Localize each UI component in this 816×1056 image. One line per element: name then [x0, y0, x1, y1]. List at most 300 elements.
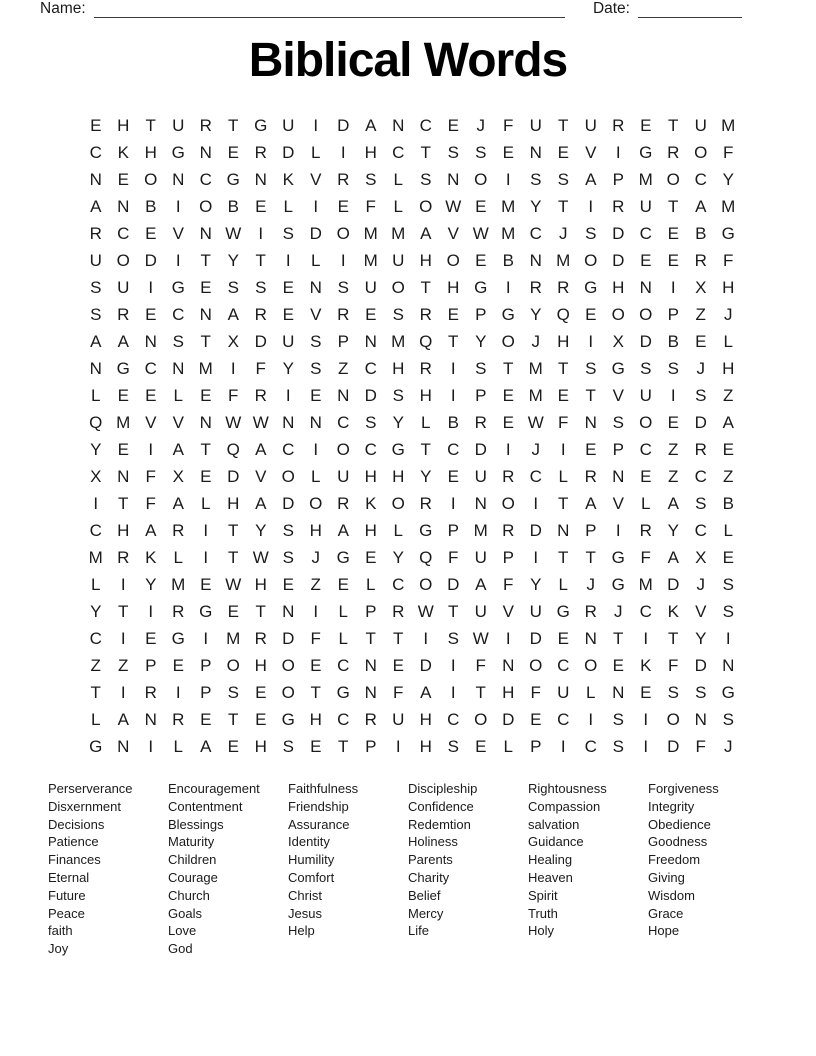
grid-cell: O [501, 331, 515, 351]
word-list [48, 780, 768, 958]
grid-cell: Q [89, 412, 103, 432]
grid-cell: P [447, 520, 459, 540]
grid-cell: U [172, 115, 185, 135]
grid-cell: T [118, 601, 129, 621]
grid-cell: I [643, 736, 649, 756]
grid-cell: C [557, 655, 570, 675]
grid-cell: H [144, 142, 157, 162]
grid-cell: H [502, 682, 515, 702]
grid-cell: R [584, 601, 597, 621]
grid-cell: S [392, 304, 404, 324]
grid-cell: E [475, 250, 487, 270]
grid-cell: H [309, 709, 322, 729]
grid-cell: S [695, 682, 707, 702]
grid-cell: S [90, 277, 102, 297]
grid-cell: F [145, 466, 156, 486]
grid-cell: L [723, 520, 733, 540]
grid-cell: B [667, 331, 679, 351]
grid-cell: I [615, 520, 621, 540]
grid-cell: E [640, 115, 652, 135]
grid-cell: Y [667, 520, 679, 540]
grid-cell: D [667, 736, 680, 756]
grid-cell: A [117, 709, 129, 729]
grid-cell: Y [282, 358, 294, 378]
grid-cell: N [254, 169, 267, 189]
grid-cell: T [338, 736, 349, 756]
grid-cell: I [203, 628, 209, 648]
grid-cell: C [529, 223, 542, 243]
grid-cell: D [502, 709, 515, 729]
grid-cell: E [117, 169, 129, 189]
grid-cell: T [420, 439, 431, 459]
grid-cell: M [391, 331, 406, 351]
grid-cell: O [116, 250, 130, 270]
grid-cell: F [558, 412, 569, 432]
grid-cell: N [199, 223, 212, 243]
grid-cell: E [227, 601, 239, 621]
grid-cell: U [282, 115, 295, 135]
grid-cell: D [529, 628, 542, 648]
grid-cell: R [557, 277, 570, 297]
grid-cell: M [88, 547, 103, 567]
grid-cell: A [255, 493, 267, 513]
grid-cell: L [173, 736, 183, 756]
grid-cell: C [337, 709, 350, 729]
grid-cell: G [611, 574, 625, 594]
grid-cell: I [588, 709, 594, 729]
grid-cell: N [557, 520, 570, 540]
grid-cell: I [148, 736, 154, 756]
word-item: Discipleship [408, 781, 478, 796]
grid-cell: R [392, 601, 405, 621]
grid-cell: Z [338, 358, 349, 378]
grid-cell: E [310, 736, 322, 756]
grid-cell: I [505, 439, 511, 459]
grid-cell: E [447, 115, 459, 135]
word-item: Charity [408, 869, 450, 885]
grid-cell: P [530, 736, 542, 756]
grid-cell: E [585, 439, 597, 459]
date-label: Date: [592, 0, 630, 17]
grid-cell: Y [530, 304, 542, 324]
grid-cell: X [695, 547, 707, 567]
grid-cell: R [612, 196, 625, 216]
grid-cell: T [420, 277, 431, 297]
grid-cell: A [365, 115, 377, 135]
grid-cell: F [475, 655, 486, 675]
grid-cell: I [120, 574, 126, 594]
grid-cell: N [89, 358, 102, 378]
grid-cell: H [254, 574, 267, 594]
grid-cell: T [668, 115, 679, 135]
grid-cell: R [419, 493, 432, 513]
grid-cell: M [528, 385, 543, 405]
grid-cell: N [529, 142, 542, 162]
grid-cell: E [117, 385, 129, 405]
grid-cell: M [473, 520, 488, 540]
grid-cell: T [228, 520, 239, 540]
grid-cell: J [559, 223, 568, 243]
grid-cell: W [472, 628, 489, 648]
grid-cell: E [695, 331, 707, 351]
grid-cell: U [639, 385, 652, 405]
grid-cell: T [310, 682, 321, 702]
grid-cell: N [337, 385, 350, 405]
grid-cell: B [145, 196, 157, 216]
grid-cell: N [447, 169, 460, 189]
grid-cell: A [420, 682, 432, 702]
grid-cell: T [118, 493, 129, 513]
grid-cell: I [313, 196, 319, 216]
grid-cell: I [230, 358, 236, 378]
grid-cell: E [365, 304, 377, 324]
grid-cell: G [474, 277, 488, 297]
grid-cell: C [419, 115, 432, 135]
grid-cell: M [501, 223, 516, 243]
grid-cell: S [282, 547, 294, 567]
grid-cell: O [639, 412, 653, 432]
grid-cell: I [175, 196, 181, 216]
grid-cell: W [252, 412, 269, 432]
grid-cell: C [144, 358, 157, 378]
grid-cell: F [668, 655, 679, 675]
grid-cell: L [91, 574, 101, 594]
grid-cell: T [585, 547, 596, 567]
grid-cell: O [309, 493, 323, 513]
grid-cell: R [254, 142, 267, 162]
word-item: Giving [648, 869, 685, 885]
grid-cell: I [450, 358, 456, 378]
grid-cell: I [148, 277, 154, 297]
grid-cell: S [447, 736, 459, 756]
grid-cell: L [338, 628, 348, 648]
grid-cell: M [638, 169, 653, 189]
grid-cell: E [667, 223, 679, 243]
grid-cell: M [363, 250, 378, 270]
grid-cell: S [227, 682, 239, 702]
grid-cell: W [445, 196, 462, 216]
grid-cell: X [172, 466, 184, 486]
grid-cell: G [419, 520, 433, 540]
grid-cell: E [612, 655, 624, 675]
word-item: Hope [648, 923, 680, 939]
grid-cell: E [200, 277, 212, 297]
grid-cell: C [447, 709, 460, 729]
grid-cell: N [612, 682, 625, 702]
grid-cell: S [420, 169, 432, 189]
word-item: Friendship [288, 798, 349, 814]
grid-cell: R [337, 169, 350, 189]
grid-cell: G [89, 736, 103, 756]
grid-cell: O [281, 655, 295, 675]
grid-cell: N [502, 655, 515, 675]
grid-cell: E [255, 709, 267, 729]
grid-cell: A [200, 736, 212, 756]
grid-cell: F [145, 493, 156, 513]
word-item: Eternal [48, 869, 90, 885]
grid-cell: Y [227, 250, 239, 270]
grid-cell: L [366, 574, 376, 594]
grid-cell: B [722, 493, 734, 513]
grid-cell: Z [723, 385, 734, 405]
grid-cell: Z [668, 466, 679, 486]
grid-cell: S [365, 412, 377, 432]
grid-cell: P [502, 547, 514, 567]
grid-cell: I [560, 439, 566, 459]
grid-cell: Z [310, 574, 321, 594]
grid-cell: K [667, 601, 679, 621]
grid-cell: P [365, 601, 377, 621]
grid-cell: G [501, 304, 515, 324]
grid-cell: F [530, 682, 541, 702]
grid-cell: L [723, 331, 733, 351]
grid-cell: I [588, 196, 594, 216]
grid-cell: U [694, 115, 707, 135]
grid-cell: G [639, 142, 653, 162]
grid-cell: T [558, 196, 569, 216]
word-item: Identity [288, 834, 330, 850]
grid-cell: N [639, 277, 652, 297]
grid-cell: U [584, 115, 597, 135]
grid-cell: P [612, 169, 624, 189]
grid-cell: X [227, 331, 239, 351]
grid-cell: E [722, 547, 734, 567]
grid-cell: F [695, 736, 706, 756]
grid-cell: I [450, 655, 456, 675]
grid-cell: S [255, 277, 267, 297]
grid-cell: I [615, 142, 621, 162]
grid-cell: O [391, 277, 405, 297]
word-item: faith [48, 923, 73, 939]
grid-cell: N [199, 304, 212, 324]
grid-cell: E [145, 628, 157, 648]
grid-cell: U [282, 331, 295, 351]
word-item: Patience [48, 834, 99, 850]
grid-cell: O [666, 169, 680, 189]
grid-cell: M [721, 196, 736, 216]
word-item: Disxernment [48, 798, 121, 814]
grid-cell: E [255, 682, 267, 702]
grid-cell: S [227, 277, 239, 297]
word-item: Finances [48, 852, 101, 868]
grid-cell: E [722, 439, 734, 459]
grid-cell: A [117, 331, 129, 351]
grid-cell: E [255, 196, 267, 216]
grid-cell: D [337, 115, 350, 135]
grid-cell: Y [530, 196, 542, 216]
grid-cell: B [695, 223, 707, 243]
grid-cell: Z [668, 439, 679, 459]
grid-cell: N [172, 169, 185, 189]
word-item: Love [168, 923, 197, 939]
grid-cell: T [558, 547, 569, 567]
grid-cell: E [667, 250, 679, 270]
grid-cell: H [254, 655, 267, 675]
grid-cell: O [144, 169, 158, 189]
grid-cell: S [475, 142, 487, 162]
word-list-column-1 [48, 780, 168, 958]
word-item: Holiness [408, 834, 458, 850]
grid-cell: D [227, 466, 240, 486]
grid-cell: T [393, 628, 404, 648]
grid-cell: I [340, 142, 346, 162]
grid-cell: A [667, 547, 679, 567]
grid-cell: E [557, 142, 569, 162]
grid-cell: T [558, 358, 569, 378]
word-item: Mercy [408, 905, 444, 921]
grid-cell: G [116, 358, 130, 378]
grid-cell: U [474, 601, 487, 621]
word-item: Grace [648, 905, 684, 921]
grid-cell: W [527, 412, 544, 432]
grid-cell: V [612, 493, 624, 513]
grid-cell: T [448, 601, 459, 621]
grid-cell: D [639, 331, 652, 351]
grid-cell: L [311, 250, 321, 270]
grid-cell: N [117, 736, 130, 756]
grid-cell: N [282, 601, 295, 621]
grid-cell: F [255, 358, 266, 378]
grid-cell: C [694, 520, 707, 540]
grid-cell: P [585, 520, 597, 540]
grid-cell: R [172, 709, 185, 729]
grid-cell: E [502, 385, 514, 405]
grid-cell: M [116, 412, 131, 432]
grid-cell: C [639, 223, 652, 243]
grid-cell: K [640, 655, 652, 675]
grid-cell: H [419, 709, 432, 729]
word-item: God [168, 941, 193, 957]
grid-cell: N [392, 115, 405, 135]
grid-cell: L [393, 520, 403, 540]
grid-cell: S [365, 169, 377, 189]
grid-cell: O [611, 304, 625, 324]
grid-cell: L [421, 412, 431, 432]
date-blank-line [638, 2, 742, 18]
grid-cell: I [340, 250, 346, 270]
word-item: Truth [528, 905, 558, 921]
grid-cell: A [695, 196, 707, 216]
grid-cell: R [254, 628, 267, 648]
grid-cell: E [585, 304, 597, 324]
word-item: Parents [408, 852, 453, 868]
puzzle-grid [82, 112, 742, 760]
grid-cell: E [392, 655, 404, 675]
grid-cell: I [450, 682, 456, 702]
grid-cell: J [724, 736, 733, 756]
grid-cell: I [313, 439, 319, 459]
grid-cell: O [391, 493, 405, 513]
grid-cell: A [255, 439, 267, 459]
word-item: Forgiveness [648, 781, 719, 796]
grid-cell: L [201, 493, 211, 513]
grid-cell: I [93, 493, 99, 513]
grid-cell: P [475, 385, 487, 405]
grid-cell: A [90, 331, 102, 351]
word-item: Contentment [168, 798, 243, 814]
grid-cell: G [611, 358, 625, 378]
grid-cell: D [282, 142, 295, 162]
word-list-column-3 [288, 780, 408, 958]
grid-cell: L [311, 142, 321, 162]
grid-cell: I [313, 115, 319, 135]
grid-cell: S [337, 277, 349, 297]
grid-cell: H [392, 358, 405, 378]
grid-cell: O [666, 709, 680, 729]
grid-cell: T [668, 196, 679, 216]
grid-cell: V [172, 223, 184, 243]
grid-cell: N [364, 655, 377, 675]
grid-cell: C [639, 601, 652, 621]
grid-cell: C [172, 304, 185, 324]
grid-cell: U [474, 466, 487, 486]
grid-cell: W [417, 601, 434, 621]
word-item: Guidance [528, 834, 584, 850]
grid-cell: I [588, 331, 594, 351]
word-item: Spirit [528, 887, 558, 903]
grid-cell: H [419, 736, 432, 756]
word-list-column-6 [648, 780, 768, 958]
word-item: Wisdom [648, 887, 695, 903]
grid-cell: Y [90, 601, 102, 621]
grid-cell: I [203, 547, 209, 567]
grid-cell: I [258, 223, 264, 243]
grid-cell: H [227, 493, 240, 513]
grid-cell: R [172, 601, 185, 621]
grid-cell: T [200, 331, 211, 351]
grid-cell: W [225, 412, 242, 432]
grid-cell: C [89, 628, 102, 648]
grid-cell: Y [145, 574, 157, 594]
grid-cell: O [336, 439, 350, 459]
grid-cell: T [228, 115, 239, 135]
grid-cell: T [668, 628, 679, 648]
grid-cell: E [447, 304, 459, 324]
grid-cell: G [226, 169, 240, 189]
grid-cell: U [639, 196, 652, 216]
grid-cell: R [667, 142, 680, 162]
grid-cell: I [175, 682, 181, 702]
word-item: Holy [528, 923, 555, 939]
grid-cell: U [529, 115, 542, 135]
grid-cell: L [586, 682, 596, 702]
grid-cell: W [225, 223, 242, 243]
grid-cell: S [612, 412, 624, 432]
grid-cell: E [145, 304, 157, 324]
word-item: Joy [48, 941, 69, 957]
grid-cell: N [722, 655, 735, 675]
grid-cell: C [282, 439, 295, 459]
grid-cell: R [502, 520, 515, 540]
grid-cell: C [694, 169, 707, 189]
grid-cell: S [447, 142, 459, 162]
grid-cell: K [282, 169, 294, 189]
grid-cell: S [722, 601, 734, 621]
grid-cell: Q [419, 331, 433, 351]
grid-cell: Z [118, 655, 129, 675]
grid-cell: C [392, 142, 405, 162]
grid-cell: N [144, 331, 157, 351]
grid-cell: E [640, 250, 652, 270]
grid-cell: S [695, 385, 707, 405]
word-item: Heaven [528, 869, 573, 885]
grid-cell: G [336, 547, 350, 567]
grid-cell: C [89, 142, 102, 162]
grid-cell: I [395, 736, 401, 756]
grid-cell: S [585, 223, 597, 243]
grid-cell: E [475, 736, 487, 756]
grid-cell: E [90, 115, 102, 135]
